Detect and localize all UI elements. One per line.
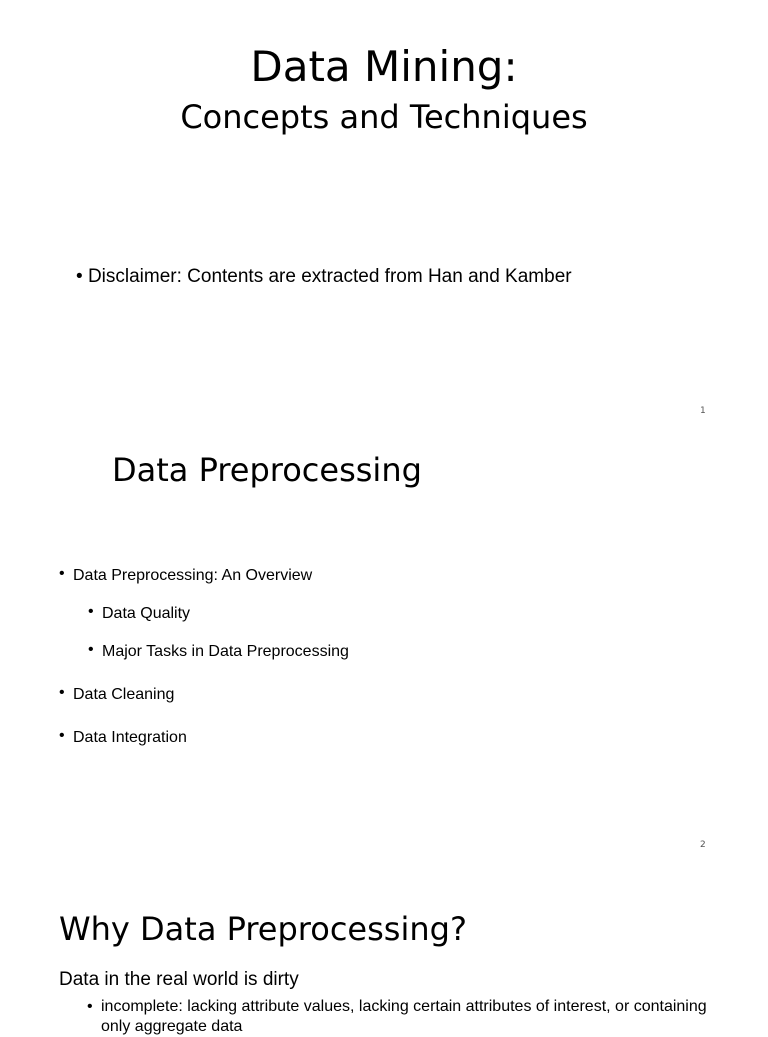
bullet-dot-icon: • [59,684,65,701]
list-item-text: Data Preprocessing: An Overview [73,567,313,584]
list-item-text: Data Cleaning [73,686,175,703]
list-item-text: incomplete: lacking attribute values, lacking certain attributes of interest, or containing only aggregate data [101,998,707,1035]
list-item-text: Major Tasks in Data Preprocessing [102,643,349,660]
slide-2-title: Data Preprocessing [112,451,422,489]
slide-1-disclaimer [76,266,572,289]
slide-3-title: Why Data Preprocessing? [59,910,467,948]
list-item [88,641,349,661]
bullet-dot-icon: • [59,727,65,744]
list-item-text: Data Integration [73,729,187,746]
list-item [88,603,191,623]
slide-1-subtitle: Concepts and Techniques [180,98,588,136]
bullet-dot-icon: • [59,565,65,582]
disclaimer-text: Disclaimer: Contents are extracted from Han and Kamber [87,266,572,287]
bullet-dot-icon: • [76,266,88,287]
bullet-dot-icon: • [88,641,94,658]
list-item [59,727,187,747]
list-item [87,997,711,1037]
bullet-dot-icon: • [87,998,93,1015]
list-item-text: Data Quality [102,605,191,622]
page-number-1: 1 [700,406,706,416]
bullet-dot-icon: • [88,603,94,620]
slide-3-intro: Data in the real world is dirty [59,969,299,990]
list-item [59,684,175,704]
list-item [59,565,313,585]
slide-1-title: Data Mining: [250,42,518,91]
page-number-2: 2 [700,840,706,850]
